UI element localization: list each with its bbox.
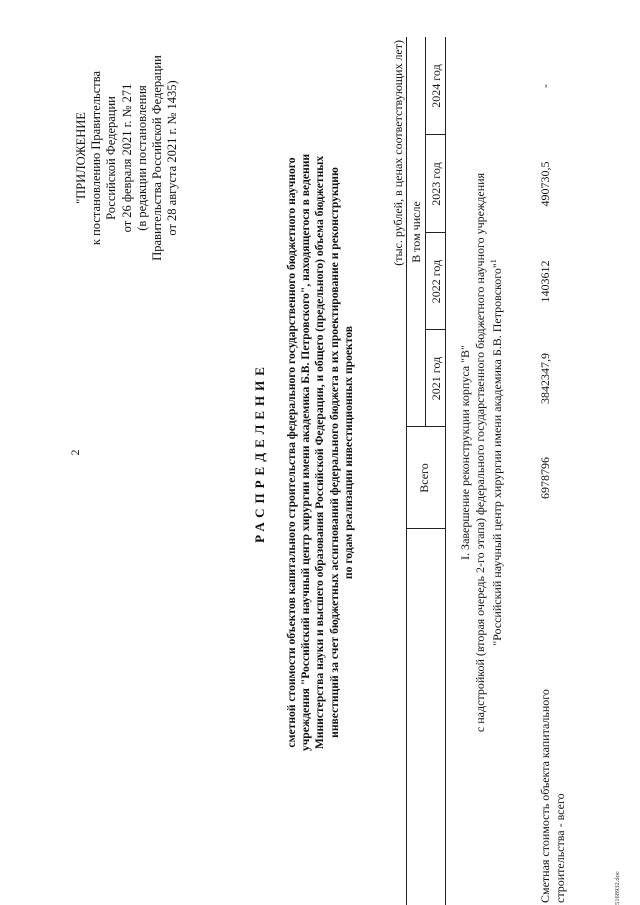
heading-line: сметной стоимости объектов капитального строительства федерального государственного бюджетного научного [285, 157, 298, 748]
document-heading [285, 70, 356, 835]
heading-line: инвестиций за счет бюджетных ассигнований федерального бюджета в их проектирование и реконструкцию [327, 167, 341, 738]
section-line: I. Завершение реконструкции корпуса "В" [458, 345, 472, 560]
row-total: 6978796 [538, 457, 552, 499]
heading-line: по годам реализации инвестиционных проектов [341, 325, 355, 580]
units-note: (тыс. рублей, в ценах соответствующих лет) [391, 40, 405, 266]
appendix-line: Российской Федерации [104, 96, 119, 220]
row-value-2024: - [538, 84, 552, 88]
appendix-block [74, 23, 180, 293]
column-header-year: 2024 год [429, 64, 443, 108]
appendix-line: (в редакции постановления [134, 85, 149, 231]
heading-line: учреждения "Российский научный центр хирургии имени академика Б.В. Петровского", находящегося в ведении [299, 153, 313, 752]
table-header-bottom-border [445, 37, 446, 905]
heading-line: Министерства науки и высшего образования Российской Федерации, и общего (предельного) объема бюджетных [313, 155, 327, 750]
row-value-2022: 1403612 [538, 260, 552, 303]
column-header-group: В том числе [409, 201, 423, 263]
appendix-line: Правительства Российской Федерации [150, 55, 165, 261]
appendix-line: к постановлению Правительства [89, 70, 104, 246]
appendix-line: от 26 февраля 2021 г. № 271 [119, 83, 134, 233]
section-line: с надстройкой (вторая очередь 2-го этапа) федерального государственного бюджетного научного учреждения [472, 172, 487, 733]
appendix-line: "ПРИЛОЖЕНИЕ [74, 112, 88, 204]
document-title: РАСПРЕДЕЛЕНИЕ [252, 362, 267, 543]
footer-file-code: 5168932.doc [614, 871, 621, 905]
section-line [487, 0, 505, 905]
section-title [458, 0, 505, 905]
table-top-border [406, 37, 407, 905]
appendix-line: от 28 августа 2021 г. № 1435) [165, 80, 180, 236]
row-value-2023: 490730,5 [538, 161, 552, 207]
row-value-2021: 3842347,9 [538, 353, 552, 404]
column-header-year: 2021 год [429, 356, 443, 401]
column-header-year: 2022 год [429, 259, 443, 304]
footnote-mark: 1 [489, 259, 498, 264]
column-header-total: Всего [417, 463, 431, 493]
column-header-year: 2023 год [429, 162, 443, 206]
row-label: Сметная стоимость объекта капитального строительства - всего [538, 689, 567, 903]
page-number: 2 [68, 449, 82, 456]
section-line-text: "Российский научный центр хирургии имени академика Б.В. Петровского" [490, 263, 504, 646]
